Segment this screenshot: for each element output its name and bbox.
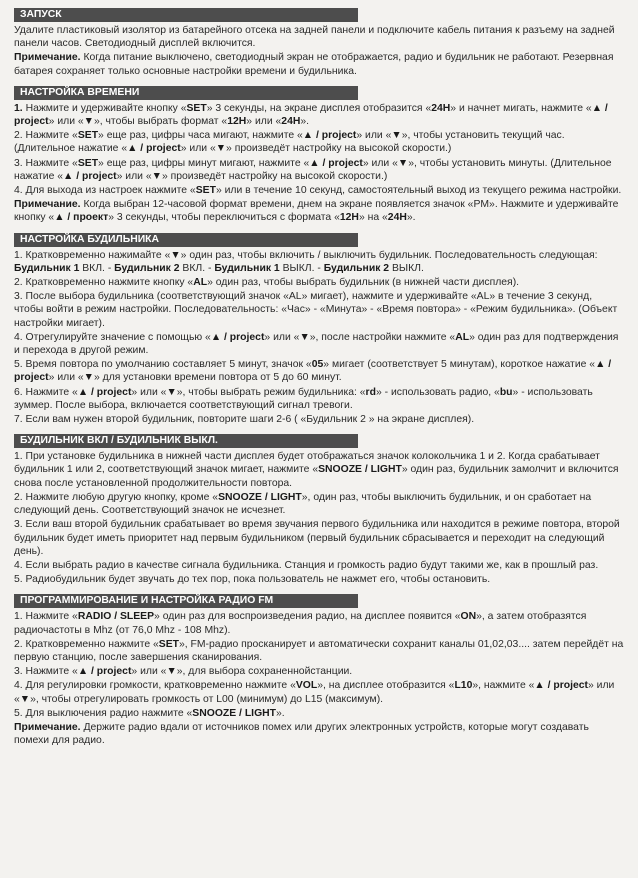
text-run: ».	[300, 116, 310, 128]
bold-text: Примечание.	[14, 52, 81, 64]
bold-text: SNOOZE / LIGHT	[318, 464, 402, 476]
text-run: » один раз для воспроизведения радио, на дисплее появится «	[154, 611, 461, 623]
text-run: 6. Нажмите «	[14, 386, 78, 398]
bold-text: ▲ / project	[309, 157, 363, 169]
bold-text: SET	[77, 130, 99, 142]
text-run: 2. Кратковременно нажмите «	[14, 638, 159, 650]
text-run: » на «	[358, 212, 388, 224]
text-run: » или «	[131, 666, 167, 678]
paragraph	[14, 51, 624, 77]
text-run: 2. Нажмите любую другую кнопку, кроме «	[14, 491, 219, 503]
text-run: » или «	[356, 130, 392, 142]
text-run: », после настройки нажмите «	[309, 331, 456, 343]
paragraph	[14, 679, 624, 705]
bold-text: 1.	[14, 102, 26, 114]
text-run: ВКЛ. -	[79, 262, 115, 274]
paragraph	[14, 102, 624, 128]
text-run: 1. Кратковременно нажимайте «	[14, 249, 171, 261]
bold-text: 24H	[431, 102, 451, 114]
paragraph	[14, 331, 624, 357]
text-run: » еще раз, цифры минут мигают, нажмите «	[98, 157, 310, 169]
bold-text: 24H	[281, 116, 301, 128]
text-run: », чтобы выбрать формат «	[93, 116, 228, 128]
text-run: 7. Если вам нужен второй будильник, повторите шаги 2-6 ( «Будильник 2 » на экране дисплея).	[14, 414, 475, 426]
bold-text: SET	[186, 102, 207, 114]
bold-text: ▲ / project	[77, 666, 132, 678]
text-run: » или в течение 10 секунд, самостоятельный выход из текущего режима настройки.	[215, 185, 622, 197]
text-run: 2. Нажмите «	[14, 130, 78, 142]
paragraph	[14, 157, 624, 183]
text-run: » 3 секунды, чтобы переключиться с формата «	[108, 212, 340, 224]
text-run: », чтобы установить минуты. (Длительное нажатие «	[14, 157, 612, 182]
text-run: 3. Нажмите «	[14, 157, 78, 169]
paragraph	[14, 450, 624, 490]
bold-text: rd	[365, 386, 376, 398]
text-run: » или «	[264, 331, 300, 343]
text-run: » еще раз, цифры часа мигают, нажмите «	[98, 130, 303, 142]
bold-text: ▼	[151, 170, 162, 182]
text-run: » для установки времени повтора от 5 до 60 минут.	[93, 372, 342, 384]
bold-text: AL	[455, 331, 470, 343]
text-run: Держите радио вдали от источников помех или других электронных устройств, которые могут создавать помехи для радио.	[14, 721, 589, 747]
section	[14, 8, 624, 78]
text-run: ВЫКЛ. -	[279, 262, 324, 274]
bold-text: Примечание.	[14, 721, 81, 733]
text-run: 4. Если выбрать радио в качестве сигнала будильника. Станция и громкость радио будут такими же, как в прошлый раз.	[14, 559, 599, 571]
text-run: 2. Кратковременно нажмите кнопку «	[14, 277, 194, 289]
text-run: », FM-радио просканирует и автоматически сохранит каналы 01,02,03.... затем перейдёт на первую станцию, после завершения сканирования.	[14, 638, 624, 663]
paragraph	[14, 638, 624, 664]
text-run: » или «	[48, 372, 84, 384]
bold-text: Будильник 2	[323, 262, 390, 274]
paragraph	[14, 665, 624, 678]
section-header: ЗАПУСК	[14, 8, 358, 22]
paragraph	[14, 386, 624, 412]
text-run: » и начнет мигать, нажмите «	[450, 102, 592, 114]
bold-text: 12H	[227, 116, 247, 128]
paragraph	[14, 610, 624, 636]
text-run: » или «	[116, 170, 152, 182]
text-run: ».	[406, 212, 416, 224]
paragraph	[14, 198, 624, 224]
bold-text: Будильник 2	[114, 262, 180, 274]
bold-text: ▲ / project	[534, 680, 589, 692]
bold-text: ▲ / project	[77, 386, 132, 398]
bold-text: ▼	[83, 116, 94, 128]
paragraph	[14, 707, 624, 720]
bold-text: ▼	[19, 693, 31, 705]
text-run: », один раз, чтобы выключить будильник, и он сработает на следующий день. Соответствующий значок не исчезнет.	[14, 491, 592, 517]
text-run: 3. Нажмите «	[14, 666, 78, 678]
text-run: » или «	[246, 116, 282, 128]
text-run: 5. Для выключения радио нажмите «	[14, 707, 193, 719]
section	[14, 434, 624, 586]
text-run: » или «	[14, 680, 615, 705]
paragraph	[14, 573, 624, 586]
text-run: 1. При установке будильника в нижней части дисплея будет отображаться значок колокольчика 1 и 2. Когда срабатывает будильник 1 или 2, соответствующий значок мигает, нажмите «	[14, 451, 600, 476]
text-run: 3. Если ваш второй будильник срабатывает во время звучания первого будильника или находится в режиме повтора, второй будильник будет иметь приоритет над первым будильником (первый будильник сбрасывается и переходит на следующий день).	[14, 519, 620, 557]
text-run: » или «	[48, 116, 84, 128]
bold-text: RADIO / SLEEP	[77, 611, 155, 623]
bold-text: ▲ / проект	[54, 212, 109, 224]
bold-text: L10	[454, 680, 473, 692]
paragraph	[14, 184, 624, 197]
bold-text: Будильник 1	[214, 262, 280, 274]
text-run: 1. Нажмите «	[14, 611, 78, 623]
text-run: » - использовать радио, «	[375, 386, 500, 398]
paragraph	[14, 249, 624, 275]
bold-text: ▼	[83, 372, 94, 384]
bold-text: AL	[193, 277, 208, 289]
text-run: » - использовать зуммер. После выбора, включается соответствующий сигнал тревоги.	[14, 386, 593, 411]
section	[14, 594, 624, 747]
bold-text: ▲ / project	[302, 130, 357, 142]
bold-text: VOL	[295, 680, 318, 692]
bold-text: 12H	[339, 212, 359, 224]
text-run: 4. Для выхода из настроек нажмите «	[14, 185, 196, 197]
bold-text: ▲ / project	[210, 331, 265, 343]
text-run: Когда выбран 12-часовой формат времени, днем на экране появляется значок «PM». Нажмите и удерживайте кнопку «	[14, 199, 619, 224]
text-run: » или «	[131, 386, 167, 398]
bold-text: SNOOZE / LIGHT	[218, 491, 302, 503]
bold-text: SET	[158, 638, 179, 650]
text-run: 4. Для регулировки громкости, кратковременно нажмите «	[14, 680, 296, 692]
paragraph	[14, 518, 624, 558]
bold-text: SET	[195, 185, 216, 197]
bold-text: ▼	[397, 157, 409, 169]
bold-text: ▼	[170, 249, 181, 261]
section-header: БУДИЛЬНИК ВКЛ / БУДИЛЬНИК ВЫКЛ.	[14, 434, 358, 448]
text-run: », для выбора сохраненнойстанции.	[176, 666, 353, 678]
text-run: », чтобы установить текущий час. (Длительное нажатие «	[14, 130, 565, 155]
paragraph	[14, 721, 624, 747]
text-run: Удалите пластиковый изолятор из батарейного отсека на задней панели и подключите кабель питания к разъему на задней панели часов. Светодиодный дисплей включится.	[14, 25, 615, 50]
bold-text: SNOOZE / LIGHT	[192, 707, 277, 719]
section-header: ПРОГРАММИРОВАНИЕ И НАСТРОЙКА РАДИО FM	[14, 594, 358, 608]
bold-text: 05	[311, 359, 324, 371]
text-run: » или «	[180, 143, 216, 155]
text-run: Когда питание выключено, светодиодный экран не отображается, радио и будильник не работают. Резервная батарея сохраняет только основные настройки времени и будильника.	[14, 52, 614, 77]
text-run: », а затем отобразятся радиочастоты в Mhz (от 76,0 Mhz - 108 Mhz).	[14, 611, 587, 636]
text-run: », на дисплее отобразится «	[317, 680, 455, 692]
bold-text: ▼	[166, 666, 177, 678]
bold-text: ▼	[299, 331, 310, 343]
paragraph	[14, 491, 624, 517]
paragraph	[14, 413, 624, 426]
bold-text: ▲ / project	[63, 170, 117, 182]
text-run: » один раз, чтобы выбрать будильник (в нижней части дисплея).	[207, 277, 520, 289]
text-run: ВКЛ. -	[179, 262, 215, 274]
section	[14, 86, 624, 225]
bold-text: ▲ / project	[127, 143, 181, 155]
section-header: НАСТРОЙКА ВРЕМЕНИ	[14, 86, 358, 100]
bold-text: ON	[460, 611, 477, 623]
text-run: ВЫКЛ.	[389, 262, 424, 274]
text-run: » один раз, чтобы включить / выключить будильник. Последовательность следующая:	[180, 249, 598, 261]
text-run: 5. Радиобудильник будет звучать до тех пор, пока пользователь не нажмет его, чтобы остановить.	[14, 574, 491, 586]
text-run: » 3 секунды, на экране дисплея отобразится «	[206, 102, 432, 114]
bold-text: ▼	[215, 143, 227, 155]
paragraph	[14, 290, 624, 330]
bold-text: ▲ / project	[14, 102, 608, 128]
bold-text: bu	[499, 386, 513, 398]
text-run: » один раз, будильник замолчит и включится снова после установленной продолжительности повтора.	[14, 464, 619, 489]
section	[14, 233, 624, 427]
paragraph	[14, 129, 624, 155]
paragraph	[14, 276, 624, 289]
bold-text: ▲ / project	[14, 359, 612, 384]
paragraph	[14, 358, 624, 384]
text-run: 5. Время повтора по умолчанию составляет 5 минут, значок «	[14, 359, 312, 371]
text-run: », чтобы отрегулировать громкость от L00 (минимум) до L15 (максимум).	[30, 693, 384, 705]
bold-text: ▼	[391, 130, 402, 142]
text-run: » произведёт настройку на высокой скорости.)	[161, 170, 388, 182]
text-run: » произведёт настройку на высокой скорости.)	[226, 143, 452, 155]
text-run: Нажмите и удерживайте кнопку «	[25, 102, 187, 114]
bold-text: SET	[77, 157, 99, 169]
text-run: » один раз для подтверждения и перехода в другой режим.	[14, 331, 619, 357]
bold-text: ▼	[166, 386, 177, 398]
text-run: » или «	[362, 157, 398, 169]
text-run: ».	[276, 707, 285, 719]
paragraph	[14, 24, 624, 50]
bold-text: Примечание.	[14, 199, 81, 211]
bold-text: 24H	[387, 212, 407, 224]
text-run: », нажмите «	[472, 680, 535, 692]
section-header: НАСТРОЙКА БУДИЛЬНИКА	[14, 233, 358, 247]
text-run: », чтобы выбрать режим будильника: «	[176, 386, 366, 398]
text-run: 4. Отрегулируйте значение с помощью «	[14, 331, 211, 343]
text-run: 3. После выбора будильника (соответствующий значок «AL» мигает), нажмите и удерживайте «AL» в течение 3 секунд, чтобы войти в режим настройки. Последовательность: «Час» - «Минута» - «Время повтора» - «Режим будильника». (Объект настройки мигает).	[14, 291, 618, 329]
bold-text: Будильник 1	[14, 262, 80, 274]
paragraph	[14, 559, 624, 572]
text-run: » мигает (соответствует 5 минутам), короткое нажатие «	[323, 359, 596, 371]
